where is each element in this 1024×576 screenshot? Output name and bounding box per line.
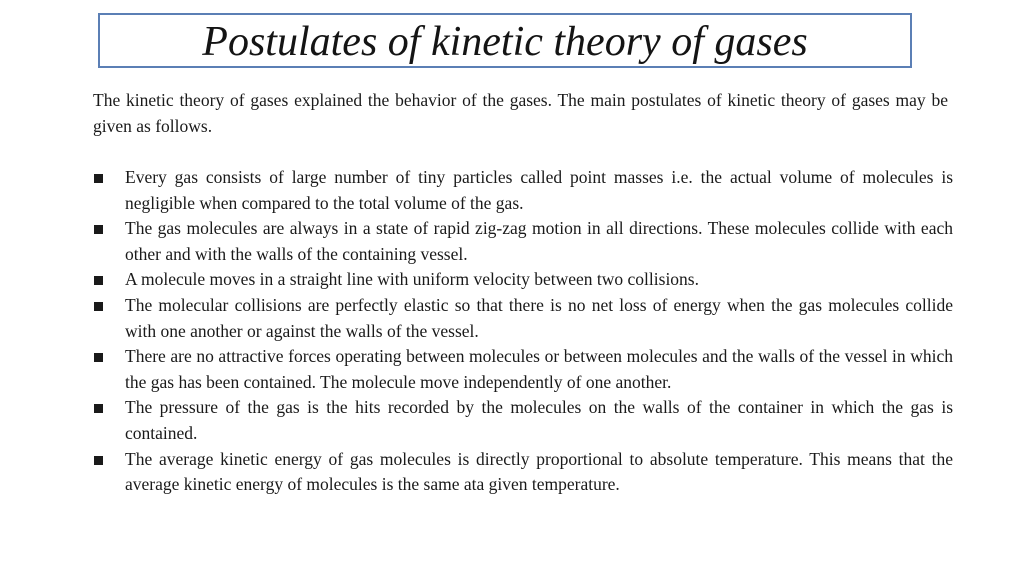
square-bullet-icon <box>94 174 103 183</box>
list-item-text: A molecule moves in a straight line with uniform velocity between two collisions. <box>125 269 699 290</box>
list-item <box>93 293 953 344</box>
square-bullet-icon <box>94 404 103 413</box>
title-box <box>98 13 912 68</box>
square-bullet-icon <box>94 276 103 285</box>
postulates-list <box>93 165 953 498</box>
list-item <box>93 344 953 395</box>
square-bullet-icon <box>94 225 103 234</box>
list-item-text: The average kinetic energy of gas molecules is directly proportional to absolute temperature. This means that the average kinetic energy of molecules is the same ata given temperature. <box>125 448 953 495</box>
list-item-text: The gas molecules are always in a state of rapid zig-zag motion in all directions. These molecules collide with each other and with the walls of the containing vessel. <box>125 218 953 264</box>
list-item <box>93 395 953 446</box>
slide-title: Postulates of kinetic theory of gases <box>202 18 808 65</box>
list-item <box>93 216 953 267</box>
list-item-text: The pressure of the gas is the hits recorded by the molecules on the walls of the container in which the gas is contained. <box>125 397 953 443</box>
square-bullet-icon <box>94 302 103 311</box>
square-bullet-icon <box>94 456 103 465</box>
intro-paragraph: The kinetic theory of gases explained the behavior of the gases. The main postulates of kinetic theory of gases may be given as follows. <box>93 90 948 136</box>
list-item <box>93 165 953 216</box>
list-item-text: Every gas consists of large number of tiny particles called point masses i.e. the actual volume of molecules is negligible when compared to the total volume of the gas. <box>125 167 953 213</box>
list-item-text: There are no attractive forces operating between molecules or between molecules and the walls of the vessel in which the gas has been contained. The molecule move independently of one another. <box>125 346 953 392</box>
list-item-text: The molecular collisions are perfectly elastic so that there is no net loss of energy when the gas molecules collide with one another or against the walls of the vessel. <box>125 294 953 341</box>
list-item <box>93 447 953 498</box>
list-item <box>93 267 953 293</box>
square-bullet-icon <box>94 353 103 362</box>
